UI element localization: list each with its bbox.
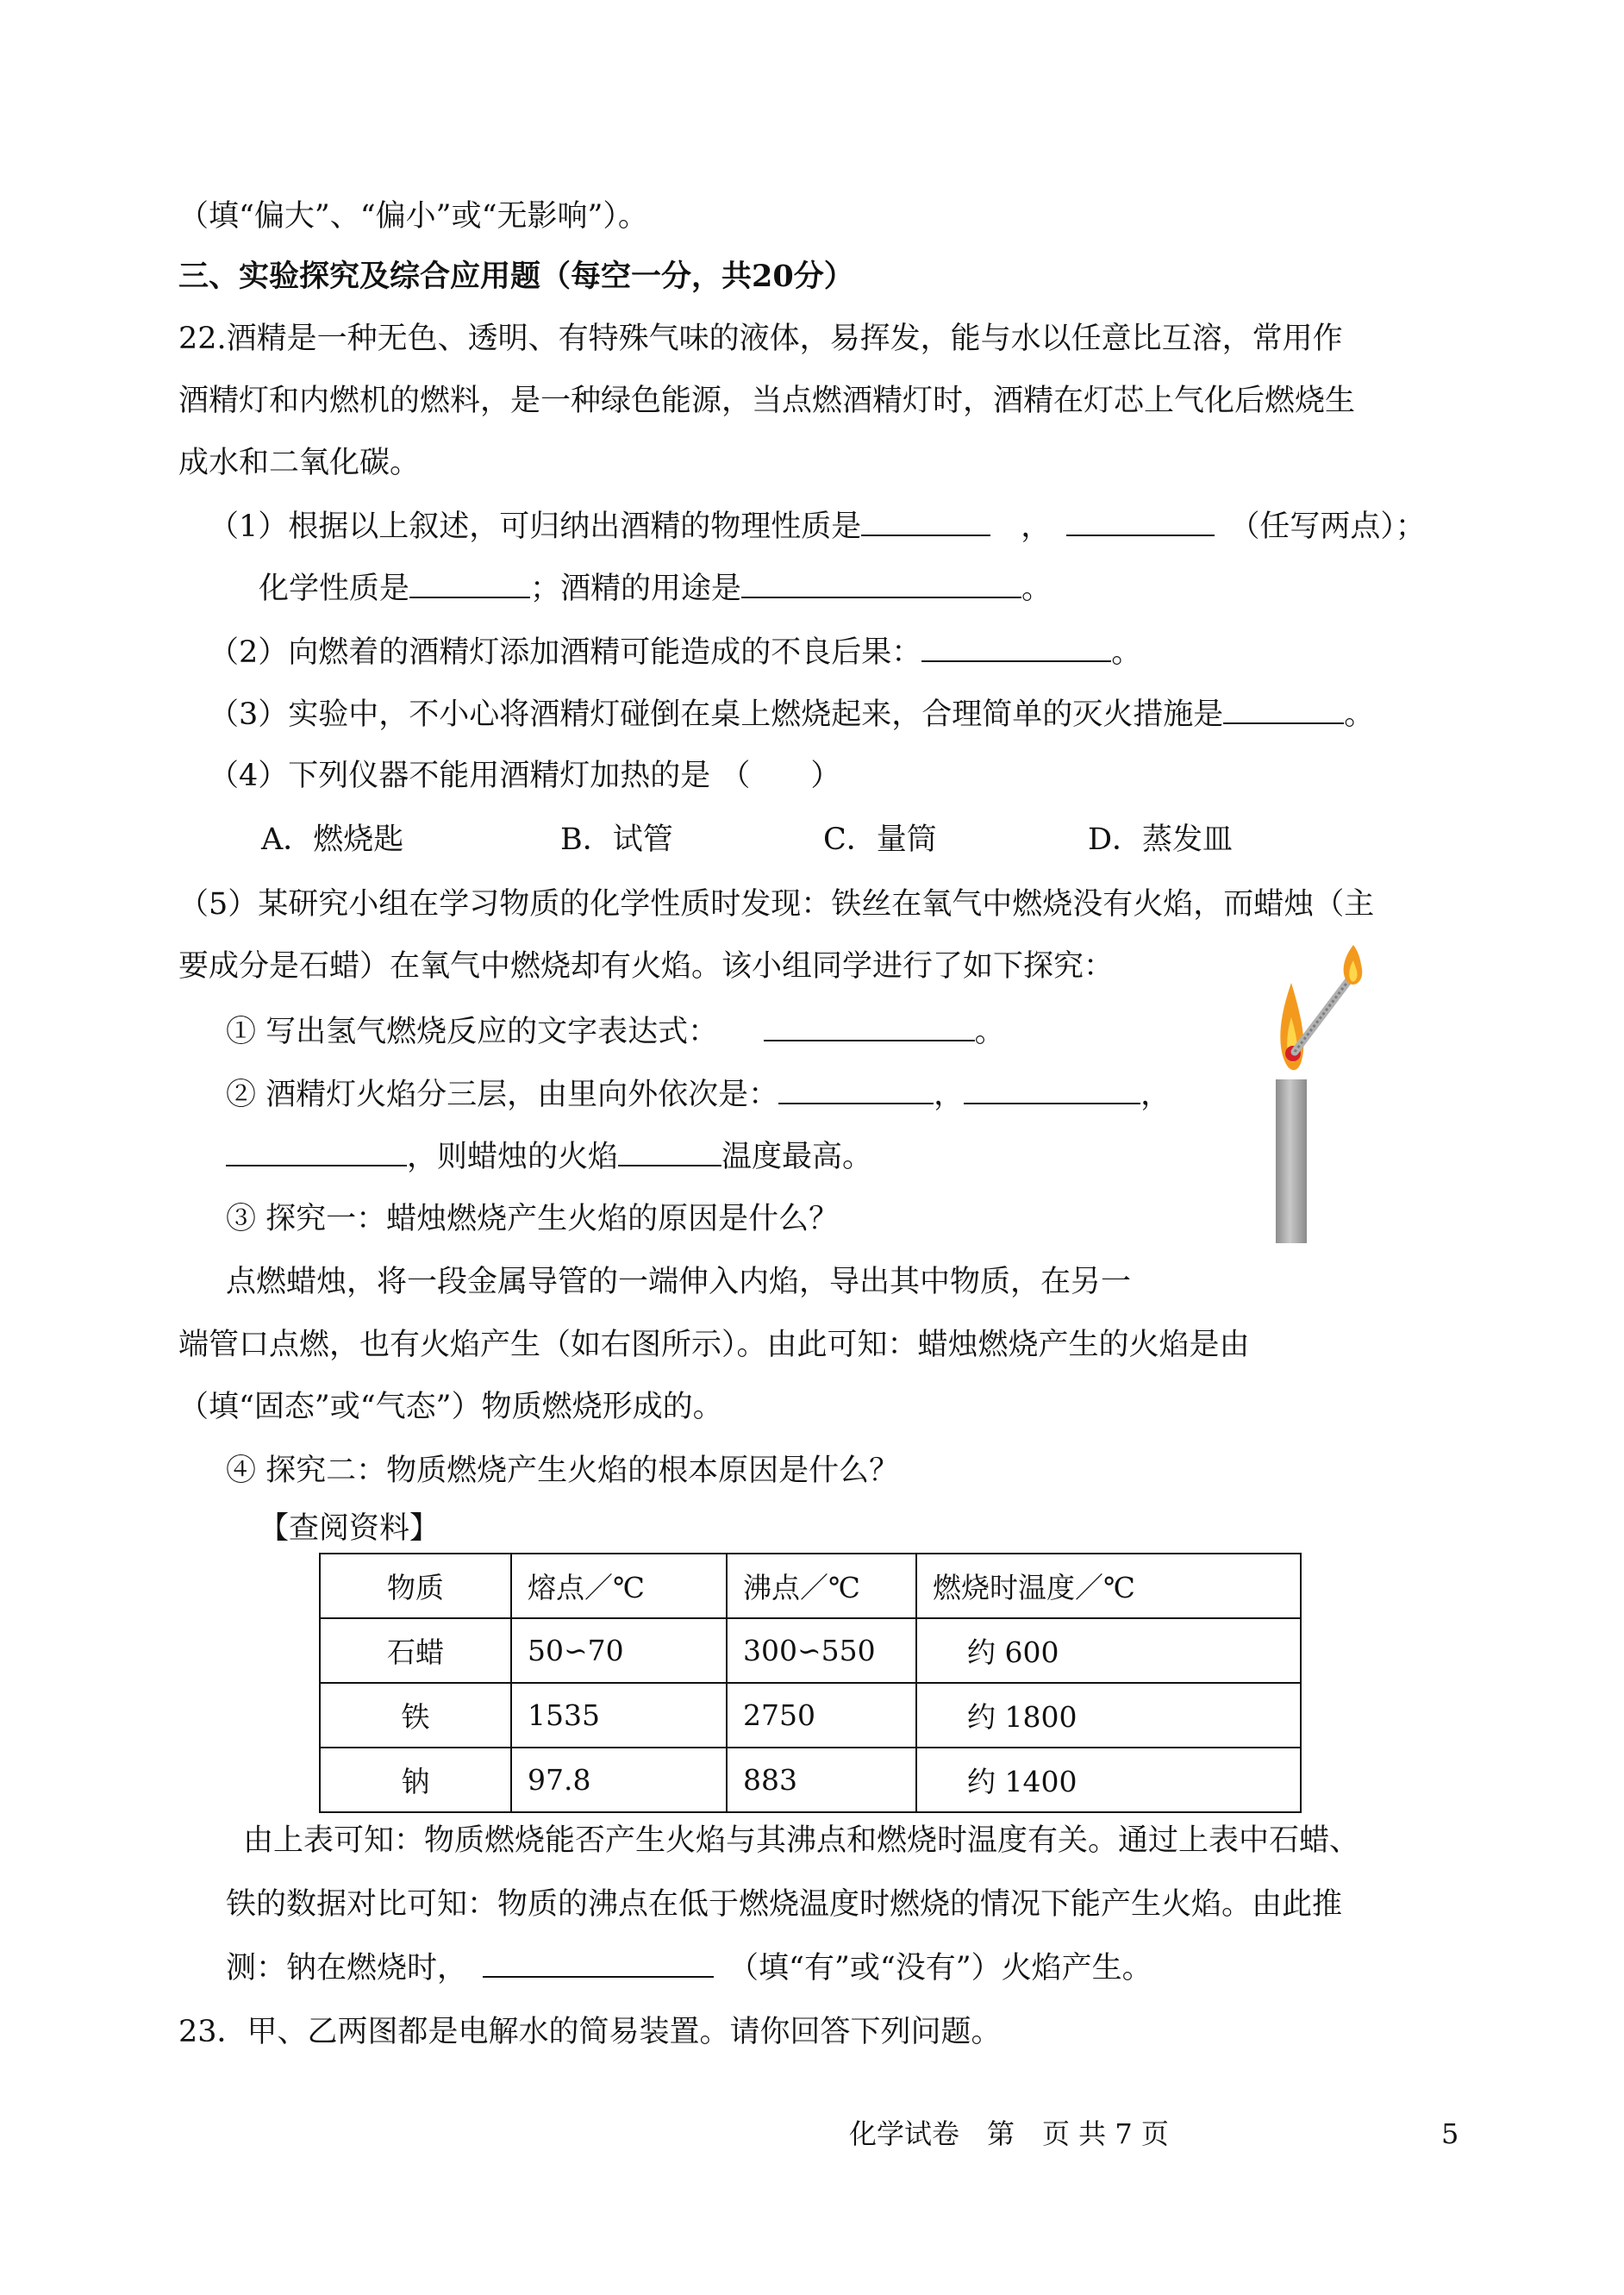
answer-blank[interactable] xyxy=(764,1012,975,1041)
table-cell: 约 1400 xyxy=(916,1748,1301,1812)
table-row xyxy=(320,1618,1301,1683)
answer-blank[interactable] xyxy=(964,1075,1140,1104)
conclusion-lead: 测：钠在燃烧时， xyxy=(226,1951,453,1985)
answer-blank[interactable] xyxy=(1223,695,1344,724)
question-22-text: 成水和二氧化碳。 xyxy=(178,446,421,480)
step-1 xyxy=(226,1012,1005,1051)
step-3-text: （填“固态”或“气态”）物质燃烧形成的。 xyxy=(178,1390,723,1424)
table-header-row xyxy=(320,1554,1301,1618)
q1-text: （1）根据以上叙述，可归纳出酒精的物理性质是 xyxy=(209,510,862,544)
page-number: 5 xyxy=(1441,2117,1459,2150)
answer-blank[interactable] xyxy=(618,1137,721,1166)
q1-end: 。 xyxy=(1021,572,1052,606)
data-table xyxy=(319,1553,1302,1813)
table-row xyxy=(320,1748,1301,1812)
step-2-text: ② 酒精灯火焰分三层，由里向外依次是： xyxy=(226,1078,779,1112)
question-23-text: 23．甲、乙两图都是电解水的简易装置。请你回答下列问题。 xyxy=(178,2015,1002,2049)
table-cell: 50∽70 xyxy=(511,1618,727,1683)
table-header-cell: 燃烧时温度／℃ xyxy=(916,1554,1301,1618)
answer-blank[interactable] xyxy=(409,569,530,598)
step-2-cont xyxy=(226,1137,872,1176)
answer-blank[interactable] xyxy=(483,1948,714,1978)
sub-question-4: （4）下列仪器不能用酒精灯加热的是 （ ） xyxy=(209,759,841,793)
table-cell: 2750 xyxy=(727,1683,916,1748)
table-cell: 约 1800 xyxy=(916,1683,1301,1748)
q1-note: （任写两点）； xyxy=(1244,510,1426,544)
table-header-cell: 熔点／℃ xyxy=(511,1554,727,1618)
candle-figure xyxy=(1259,940,1405,1246)
question-22-text: 酒精灯和内燃机的燃料，是一种绿色能源，当点燃酒精灯时，酒精在灯芯上气化后燃烧生 xyxy=(178,384,1356,418)
table-row xyxy=(320,1683,1301,1748)
candle-body xyxy=(1276,1079,1307,1243)
table-cell: 石蜡 xyxy=(320,1618,511,1683)
step-3-text: 点燃蜡烛，将一段金属导管的一端伸入内焰，导出其中物质，在另一 xyxy=(226,1265,1132,1299)
conclusion-text: 由上表可知：物质燃烧能否产生火焰与其沸点和燃烧时温度有关。通过上表中石蜡、 xyxy=(243,1823,1360,1858)
conclusion-text xyxy=(226,1948,1152,1987)
sub-question-1-cont xyxy=(259,569,1052,608)
step-4: ④ 探究二：物质燃烧产生火焰的根本原因是什么？ xyxy=(226,1454,900,1488)
option-c[interactable]: C．量筒 xyxy=(823,822,937,857)
option-d[interactable]: D．蒸发皿 xyxy=(1088,822,1234,857)
step-1-text: ① 写出氢气燃烧反应的文字表达式： xyxy=(226,1015,703,1049)
table-header-cell: 物质 xyxy=(320,1554,511,1618)
step-2-text: ，则蜡烛的火焰 xyxy=(407,1140,619,1174)
answer-blank[interactable] xyxy=(1066,507,1215,536)
sub-question-3 xyxy=(209,695,1374,734)
q1-sep: ， xyxy=(1021,510,1036,544)
table-cell: 1535 xyxy=(511,1683,727,1748)
fill-hint-line: （填“偏大”、“偏小”或“无影响”）。 xyxy=(178,199,648,234)
table-cell: 约 600 xyxy=(916,1618,1301,1683)
table-cell: 97.8 xyxy=(511,1748,727,1812)
reference-label: 【查阅资料】 xyxy=(259,1511,440,1546)
question-22-text: 22.酒精是一种无色、透明、有特殊气味的液体，易挥发，能与水以任意比互溶，常用作 xyxy=(178,322,1343,356)
table-cell: 300∽550 xyxy=(727,1618,916,1683)
answer-blank[interactable] xyxy=(921,633,1111,662)
answer-blank[interactable] xyxy=(861,507,990,536)
step-1-end: 。 xyxy=(974,1015,1005,1049)
conclusion-text: 铁的数据对比可知：物质的沸点在低于燃烧温度时燃烧的情况下能产生火焰。由此推 xyxy=(226,1887,1343,1922)
table-cell: 钠 xyxy=(320,1748,511,1812)
section-heading: 三、实验探究及综合应用题（每空一分，共20分） xyxy=(178,259,854,294)
q3-end: 。 xyxy=(1344,697,1375,732)
step-2 xyxy=(226,1075,1171,1114)
q1-chem-label: 化学性质是 xyxy=(259,572,410,606)
sub-question-5: 要成分是石蜡）在氧气中燃烧却有火焰。该小组同学进行了如下探究： xyxy=(178,949,1115,984)
step-2-sep: ， xyxy=(1140,1078,1171,1112)
sub-question-2 xyxy=(209,633,1141,672)
answer-blank[interactable] xyxy=(778,1075,934,1104)
q2-text: （2）向燃着的酒精灯添加酒精可能造成的不良后果： xyxy=(209,635,922,670)
conclusion-hint: （填“有”或“没有”）火焰产生。 xyxy=(743,1951,1152,1985)
step-2-sep: ， xyxy=(934,1078,965,1112)
footer-title: 化学试卷 第 页 共 7 页 xyxy=(849,2117,1169,2150)
answer-blank[interactable] xyxy=(741,569,1021,598)
sub-question-1 xyxy=(209,507,1426,546)
table-cell: 883 xyxy=(727,1748,916,1812)
q1-use-label: ；酒精的用途是 xyxy=(530,572,742,606)
answer-blank[interactable] xyxy=(226,1137,407,1166)
sub-question-5: （5）某研究小组在学习物质的化学性质时发现：铁丝在氧气中燃烧没有火焰，而蜡烛（主 xyxy=(178,887,1375,922)
q2-end: 。 xyxy=(1111,635,1142,670)
q3-text: （3）实验中，不小心将酒精灯碰倒在桌上燃烧起来，合理简单的灭火措施是 xyxy=(209,697,1224,732)
option-b[interactable]: B．试管 xyxy=(560,822,673,857)
table-cell: 铁 xyxy=(320,1683,511,1748)
step-2-end: 温度最高。 xyxy=(721,1140,873,1174)
option-a[interactable]: A．燃烧匙 xyxy=(261,822,404,857)
table-header-cell: 沸点／℃ xyxy=(727,1554,916,1618)
metal-tube xyxy=(1295,981,1348,1052)
step-3-text: 端管口点燃，也有火焰产生（如右图所示）。由此可知：蜡烛燃烧产生的火焰是由 xyxy=(178,1328,1250,1362)
step-3: ③ 探究一：蜡烛燃烧产生火焰的原因是什么？ xyxy=(226,1202,840,1236)
